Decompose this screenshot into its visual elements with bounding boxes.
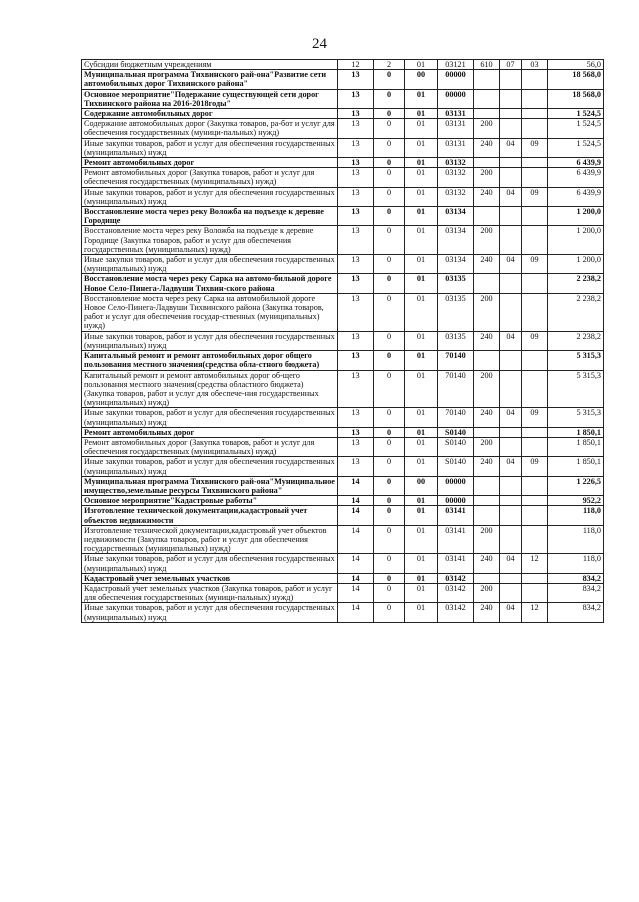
- table-row: [82, 554, 604, 573]
- cell-item-name: Иные закупки товаров, работ и услуг для обеспечения государственных (муниципальных) нужд: [82, 255, 338, 274]
- cell-code-a: 13: [338, 89, 374, 108]
- table-row: [82, 573, 604, 583]
- table-row: [82, 351, 604, 370]
- cell-subsection: [522, 427, 548, 437]
- cell-code-a: 14: [338, 554, 374, 573]
- cell-code-b: 0: [374, 573, 405, 583]
- cell-subsection: [522, 476, 548, 495]
- cell-item-name: Иные закупки товаров, работ и услуг для обеспечения государственных (муниципальных) нужд: [82, 138, 338, 157]
- cell-amount: 2 238,2: [548, 331, 604, 350]
- cell-subsection: 09: [522, 255, 548, 274]
- cell-code-b: 0: [374, 109, 405, 119]
- cell-code-b: 0: [374, 603, 405, 622]
- cell-target-code: 03134: [438, 226, 474, 255]
- cell-item-name: Иные закупки товаров, работ и услуг для обеспечения государственных (муниципальных) нужд: [82, 603, 338, 622]
- cell-amount: 1 850,1: [548, 457, 604, 476]
- cell-code-b: 0: [374, 554, 405, 573]
- cell-amount: 118,0: [548, 506, 604, 525]
- cell-target-code: 03132: [438, 168, 474, 187]
- cell-code-c: 01: [405, 573, 438, 583]
- cell-target-code: 03141: [438, 525, 474, 554]
- cell-section: [500, 207, 522, 226]
- cell-expense-type: 240: [474, 187, 500, 206]
- cell-section: [500, 109, 522, 119]
- cell-code-c: 01: [405, 331, 438, 350]
- table-row: [82, 226, 604, 255]
- cell-subsection: [522, 158, 548, 168]
- cell-section: [500, 496, 522, 506]
- cell-expense-type: 240: [474, 331, 500, 350]
- cell-code-a: 13: [338, 187, 374, 206]
- cell-item-name: Капитальный ремонт и ремонт автомобильных дорог об-щего пользования местного значения(средства областного бюджета) (Закупка товаров, работ и услуг для обеспече-ния государственных (муниципальных) нужд): [82, 370, 338, 408]
- cell-target-code: 03131: [438, 119, 474, 138]
- cell-code-a: 14: [338, 525, 374, 554]
- cell-code-a: 14: [338, 496, 374, 506]
- cell-subsection: [522, 583, 548, 602]
- cell-code-a: 13: [338, 119, 374, 138]
- cell-amount: 6 439,9: [548, 168, 604, 187]
- cell-code-b: 0: [374, 138, 405, 157]
- table-row: [82, 457, 604, 476]
- cell-item-name: Восстановление моста через реку Сарка на автомобильной дороге Новое Село-Пинега-Ладвуши Тихвинского района (Закупка товаров, работ и услуг для обеспечения государ-ственных (муниципальных) нужд): [82, 293, 338, 331]
- cell-code-b: 0: [374, 274, 405, 293]
- cell-target-code: 00000: [438, 476, 474, 495]
- cell-subsection: [522, 70, 548, 89]
- cell-amount: 1 226,5: [548, 476, 604, 495]
- cell-code-a: 13: [338, 331, 374, 350]
- cell-code-a: 13: [338, 351, 374, 370]
- cell-code-c: 01: [405, 437, 438, 456]
- cell-expense-type: 240: [474, 554, 500, 573]
- cell-target-code: 03141: [438, 506, 474, 525]
- cell-code-a: 13: [338, 427, 374, 437]
- cell-expense-type: [474, 351, 500, 370]
- cell-code-b: 0: [374, 457, 405, 476]
- cell-code-c: 01: [405, 554, 438, 573]
- cell-code-a: 13: [338, 293, 374, 331]
- cell-section: [500, 427, 522, 437]
- cell-section: [500, 370, 522, 408]
- cell-code-c: 00: [405, 476, 438, 495]
- cell-code-b: 0: [374, 437, 405, 456]
- cell-code-b: 0: [374, 70, 405, 89]
- cell-expense-type: 200: [474, 370, 500, 408]
- cell-section: 04: [500, 187, 522, 206]
- cell-section: 07: [500, 60, 522, 70]
- cell-item-name: Иные закупки товаров, работ и услуг для обеспечения государственных (муниципальных) нужд: [82, 554, 338, 573]
- cell-item-name: Изготовление технической документации,кадастровый учет объектов недвижимости: [82, 506, 338, 525]
- cell-section: 04: [500, 457, 522, 476]
- cell-expense-type: [474, 496, 500, 506]
- cell-subsection: [522, 89, 548, 108]
- cell-code-b: 0: [374, 496, 405, 506]
- table-row: [82, 583, 604, 602]
- cell-target-code: 03135: [438, 293, 474, 331]
- cell-target-code: 03121: [438, 60, 474, 70]
- cell-section: [500, 476, 522, 495]
- cell-expense-type: [474, 70, 500, 89]
- cell-item-name: Муниципальная программа Тихвинского рай-она"Муниципальное имущество,земельные ресурсы Тихвинского района": [82, 476, 338, 495]
- cell-subsection: [522, 207, 548, 226]
- table-row: [82, 331, 604, 350]
- cell-target-code: 03135: [438, 331, 474, 350]
- cell-subsection: [522, 437, 548, 456]
- cell-section: [500, 351, 522, 370]
- cell-code-c: 01: [405, 226, 438, 255]
- cell-code-b: 0: [374, 476, 405, 495]
- cell-item-name: Капитальный ремонт и ремонт автомобильных дорог общего пользования местного значения(средства обла-стного бюджета): [82, 351, 338, 370]
- cell-subsection: 03: [522, 60, 548, 70]
- table-row: [82, 525, 604, 554]
- cell-target-code: 03135: [438, 274, 474, 293]
- cell-amount: 2 238,2: [548, 274, 604, 293]
- cell-target-code: 03134: [438, 207, 474, 226]
- cell-code-c: 01: [405, 109, 438, 119]
- cell-expense-type: [474, 274, 500, 293]
- cell-code-c: 01: [405, 293, 438, 331]
- cell-section: 04: [500, 603, 522, 622]
- cell-code-c: 01: [405, 457, 438, 476]
- cell-expense-type: [474, 109, 500, 119]
- cell-expense-type: [474, 207, 500, 226]
- cell-code-a: 12: [338, 60, 374, 70]
- cell-code-a: 14: [338, 506, 374, 525]
- cell-code-b: 0: [374, 187, 405, 206]
- cell-code-b: 0: [374, 89, 405, 108]
- table-row: [82, 293, 604, 331]
- cell-code-a: 14: [338, 603, 374, 622]
- cell-code-c: 01: [405, 506, 438, 525]
- cell-item-name: Кадастровый учет земельных участков (Закупка товаров, работ и услуг для обеспечения государственных (муници-пальных) нужд): [82, 583, 338, 602]
- cell-target-code: 00000: [438, 496, 474, 506]
- cell-item-name: Иные закупки товаров, работ и услуг для обеспечения государственных (муниципальных) нужд: [82, 408, 338, 427]
- cell-section: [500, 293, 522, 331]
- cell-expense-type: [474, 89, 500, 108]
- cell-item-name: Ремонт автомобильных дорог (Закупка товаров, работ и услуг для обеспечения государственных (муниципальных) нужд): [82, 437, 338, 456]
- cell-code-b: 0: [374, 506, 405, 525]
- cell-section: [500, 70, 522, 89]
- table-row: [82, 476, 604, 495]
- cell-subsection: 09: [522, 331, 548, 350]
- cell-code-a: 13: [338, 370, 374, 408]
- cell-amount: 6 439,9: [548, 187, 604, 206]
- cell-code-c: 01: [405, 525, 438, 554]
- cell-section: 04: [500, 331, 522, 350]
- cell-subsection: [522, 525, 548, 554]
- cell-code-c: 01: [405, 583, 438, 602]
- cell-subsection: [522, 119, 548, 138]
- cell-code-b: 0: [374, 351, 405, 370]
- cell-target-code: 00000: [438, 70, 474, 89]
- cell-subsection: [522, 168, 548, 187]
- cell-section: [500, 168, 522, 187]
- cell-code-c: 01: [405, 158, 438, 168]
- cell-code-c: 01: [405, 187, 438, 206]
- table-row: [82, 109, 604, 119]
- cell-expense-type: [474, 427, 500, 437]
- cell-amount: 5 315,3: [548, 370, 604, 408]
- cell-expense-type: 240: [474, 457, 500, 476]
- table-row: [82, 70, 604, 89]
- cell-subsection: 09: [522, 138, 548, 157]
- cell-amount: 6 439,9: [548, 158, 604, 168]
- cell-amount: 1 524,5: [548, 119, 604, 138]
- cell-target-code: 03142: [438, 583, 474, 602]
- cell-amount: 118,0: [548, 554, 604, 573]
- cell-code-c: 01: [405, 255, 438, 274]
- cell-code-b: 0: [374, 119, 405, 138]
- cell-amount: 834,2: [548, 573, 604, 583]
- cell-code-b: 0: [374, 583, 405, 602]
- cell-item-name: Иные закупки товаров, работ и услуг для обеспечения государственных (муниципальных) нужд: [82, 457, 338, 476]
- cell-target-code: 03132: [438, 187, 474, 206]
- cell-code-c: 01: [405, 370, 438, 408]
- cell-expense-type: [474, 506, 500, 525]
- cell-subsection: [522, 496, 548, 506]
- cell-code-b: 0: [374, 525, 405, 554]
- cell-code-a: 13: [338, 457, 374, 476]
- cell-code-b: 0: [374, 158, 405, 168]
- cell-subsection: 09: [522, 408, 548, 427]
- cell-amount: 1 200,0: [548, 207, 604, 226]
- cell-code-b: 0: [374, 255, 405, 274]
- cell-section: [500, 226, 522, 255]
- cell-code-b: 0: [374, 331, 405, 350]
- cell-target-code: 03142: [438, 603, 474, 622]
- cell-amount: 18 568,0: [548, 89, 604, 108]
- cell-amount: 1 524,5: [548, 109, 604, 119]
- cell-item-name: Восстановление моста через реку Воложба на подъезде к деревне Городище: [82, 207, 338, 226]
- cell-expense-type: 610: [474, 60, 500, 70]
- cell-code-b: 0: [374, 370, 405, 408]
- cell-amount: 5 315,3: [548, 408, 604, 427]
- cell-subsection: [522, 109, 548, 119]
- cell-item-name: Восстановление моста через реку Сарка на автомо-бильной дороге Новое Село-Пинега-Ладвуши Тихвин-ского района: [82, 274, 338, 293]
- cell-code-a: 13: [338, 158, 374, 168]
- cell-amount: 834,2: [548, 583, 604, 602]
- cell-target-code: 03131: [438, 109, 474, 119]
- cell-subsection: [522, 573, 548, 583]
- cell-section: [500, 89, 522, 108]
- cell-expense-type: 240: [474, 603, 500, 622]
- cell-amount: 1 200,0: [548, 226, 604, 255]
- cell-item-name: Восстановление моста через реку Воложба на подъезде к деревне Городище (Закупка товаров, работ и услуг для обеспечения государственных (муниципальных) нужд): [82, 226, 338, 255]
- cell-target-code: S0140: [438, 437, 474, 456]
- cell-item-name: Изготовление технической документации,кадастровый учет объектов недвижимости (Закупка товаров, работ и услуг для обеспечения государственных (муниципальных) нужд): [82, 525, 338, 554]
- cell-code-c: 01: [405, 427, 438, 437]
- cell-code-a: 13: [338, 168, 374, 187]
- cell-target-code: 70140: [438, 408, 474, 427]
- cell-code-a: 14: [338, 476, 374, 495]
- table-row: [82, 187, 604, 206]
- cell-code-c: 01: [405, 351, 438, 370]
- cell-code-a: 13: [338, 437, 374, 456]
- cell-amount: 118,0: [548, 525, 604, 554]
- cell-code-c: 01: [405, 138, 438, 157]
- cell-amount: 952,2: [548, 496, 604, 506]
- cell-expense-type: 200: [474, 525, 500, 554]
- cell-code-b: 0: [374, 293, 405, 331]
- cell-code-a: 13: [338, 138, 374, 157]
- cell-amount: 56,0: [548, 60, 604, 70]
- cell-item-name: Субсидии бюджетным учреждениям: [82, 60, 338, 70]
- cell-subsection: [522, 370, 548, 408]
- table-row: [82, 506, 604, 525]
- cell-target-code: 70140: [438, 370, 474, 408]
- cell-subsection: [522, 351, 548, 370]
- table-row: [82, 496, 604, 506]
- cell-expense-type: 200: [474, 293, 500, 331]
- cell-amount: 18 568,0: [548, 70, 604, 89]
- cell-item-name: Ремонт автомобильных дорог: [82, 158, 338, 168]
- cell-code-c: 00: [405, 70, 438, 89]
- cell-code-a: 14: [338, 573, 374, 583]
- cell-amount: 1 200,0: [548, 255, 604, 274]
- cell-code-c: 01: [405, 60, 438, 70]
- cell-code-c: 01: [405, 496, 438, 506]
- cell-section: [500, 119, 522, 138]
- table-row: [82, 437, 604, 456]
- cell-expense-type: 240: [474, 408, 500, 427]
- cell-code-b: 0: [374, 226, 405, 255]
- table-row: [82, 60, 604, 70]
- table-body: [82, 60, 604, 623]
- cell-item-name: Содержание автомобильных дорог (Закупка товаров, ра-бот и услуг для обеспечения государственных (муници-пальных) нужд): [82, 119, 338, 138]
- cell-code-b: 0: [374, 427, 405, 437]
- cell-section: [500, 525, 522, 554]
- cell-subsection: [522, 226, 548, 255]
- cell-subsection: [522, 293, 548, 331]
- cell-subsection: [522, 274, 548, 293]
- cell-item-name: Основное мероприятие"Кадастровые работы": [82, 496, 338, 506]
- cell-target-code: 03131: [438, 138, 474, 157]
- cell-code-c: 01: [405, 408, 438, 427]
- cell-code-b: 0: [374, 408, 405, 427]
- cell-code-c: 01: [405, 119, 438, 138]
- cell-target-code: 70140: [438, 351, 474, 370]
- cell-expense-type: 200: [474, 437, 500, 456]
- cell-target-code: 03141: [438, 554, 474, 573]
- cell-section: [500, 158, 522, 168]
- cell-code-b: 0: [374, 168, 405, 187]
- cell-item-name: Иные закупки товаров, работ и услуг для обеспечения государственных (муниципальных) нужд: [82, 187, 338, 206]
- cell-section: [500, 274, 522, 293]
- cell-code-a: 13: [338, 70, 374, 89]
- table-row: [82, 427, 604, 437]
- cell-item-name: Муниципальная программа Тихвинского рай-она"Развитие сети автомобильных дорог Тихвинского района": [82, 70, 338, 89]
- cell-section: 04: [500, 138, 522, 157]
- cell-item-name: Основное мероприятие"Подержание существующей сети дорог Тихвинского района на 2016-2018годы": [82, 89, 338, 108]
- budget-table: [81, 59, 604, 623]
- cell-code-a: 13: [338, 226, 374, 255]
- cell-code-c: 01: [405, 274, 438, 293]
- cell-target-code: S0140: [438, 457, 474, 476]
- cell-section: 04: [500, 408, 522, 427]
- table-row: [82, 255, 604, 274]
- cell-section: [500, 583, 522, 602]
- cell-amount: 1 850,1: [548, 427, 604, 437]
- cell-target-code: 03134: [438, 255, 474, 274]
- cell-expense-type: 200: [474, 168, 500, 187]
- cell-item-name: Иные закупки товаров, работ и услуг для обеспечения государственных (муниципальных) нужд: [82, 331, 338, 350]
- table-row: [82, 168, 604, 187]
- table-row: [82, 89, 604, 108]
- cell-item-name: Содержание автомобильных дорог: [82, 109, 338, 119]
- cell-subsection: 12: [522, 554, 548, 573]
- cell-expense-type: 240: [474, 138, 500, 157]
- cell-code-c: 01: [405, 603, 438, 622]
- cell-section: [500, 437, 522, 456]
- table-row: [82, 138, 604, 157]
- cell-amount: 1 524,5: [548, 138, 604, 157]
- cell-code-b: 0: [374, 207, 405, 226]
- cell-target-code: 03142: [438, 573, 474, 583]
- table-row: [82, 274, 604, 293]
- cell-code-c: 01: [405, 207, 438, 226]
- cell-expense-type: 200: [474, 119, 500, 138]
- table-row: [82, 603, 604, 622]
- cell-code-b: 2: [374, 60, 405, 70]
- cell-subsection: 12: [522, 603, 548, 622]
- cell-code-c: 01: [405, 89, 438, 108]
- page-number: 24: [312, 36, 327, 52]
- cell-code-a: 13: [338, 109, 374, 119]
- table-row: [82, 158, 604, 168]
- cell-amount: 1 850,1: [548, 437, 604, 456]
- table-row: [82, 119, 604, 138]
- cell-expense-type: 200: [474, 226, 500, 255]
- cell-target-code: 03132: [438, 158, 474, 168]
- cell-subsection: 09: [522, 457, 548, 476]
- cell-code-a: 13: [338, 255, 374, 274]
- cell-item-name: Ремонт автомобильных дорог (Закупка товаров, работ и услуг для обеспечения государственных (муниципальных) нужд): [82, 168, 338, 187]
- cell-section: [500, 573, 522, 583]
- cell-section: 04: [500, 255, 522, 274]
- cell-subsection: 09: [522, 187, 548, 206]
- cell-code-c: 01: [405, 168, 438, 187]
- cell-subsection: [522, 506, 548, 525]
- cell-section: [500, 506, 522, 525]
- cell-target-code: S0140: [438, 427, 474, 437]
- cell-expense-type: 200: [474, 583, 500, 602]
- table-row: [82, 207, 604, 226]
- cell-expense-type: [474, 158, 500, 168]
- cell-code-a: 13: [338, 207, 374, 226]
- cell-code-a: 13: [338, 274, 374, 293]
- cell-code-a: 14: [338, 583, 374, 602]
- cell-section: 04: [500, 554, 522, 573]
- cell-expense-type: 240: [474, 255, 500, 274]
- table-row: [82, 408, 604, 427]
- cell-expense-type: [474, 573, 500, 583]
- cell-amount: 834,2: [548, 603, 604, 622]
- cell-item-name: Кадастровый учет земельных участков: [82, 573, 338, 583]
- cell-expense-type: [474, 476, 500, 495]
- cell-amount: 5 315,3: [548, 351, 604, 370]
- cell-target-code: 00000: [438, 89, 474, 108]
- cell-code-a: 13: [338, 408, 374, 427]
- cell-item-name: Ремонт автомобильных дорог: [82, 427, 338, 437]
- table-row: [82, 370, 604, 408]
- cell-amount: 2 238,2: [548, 293, 604, 331]
